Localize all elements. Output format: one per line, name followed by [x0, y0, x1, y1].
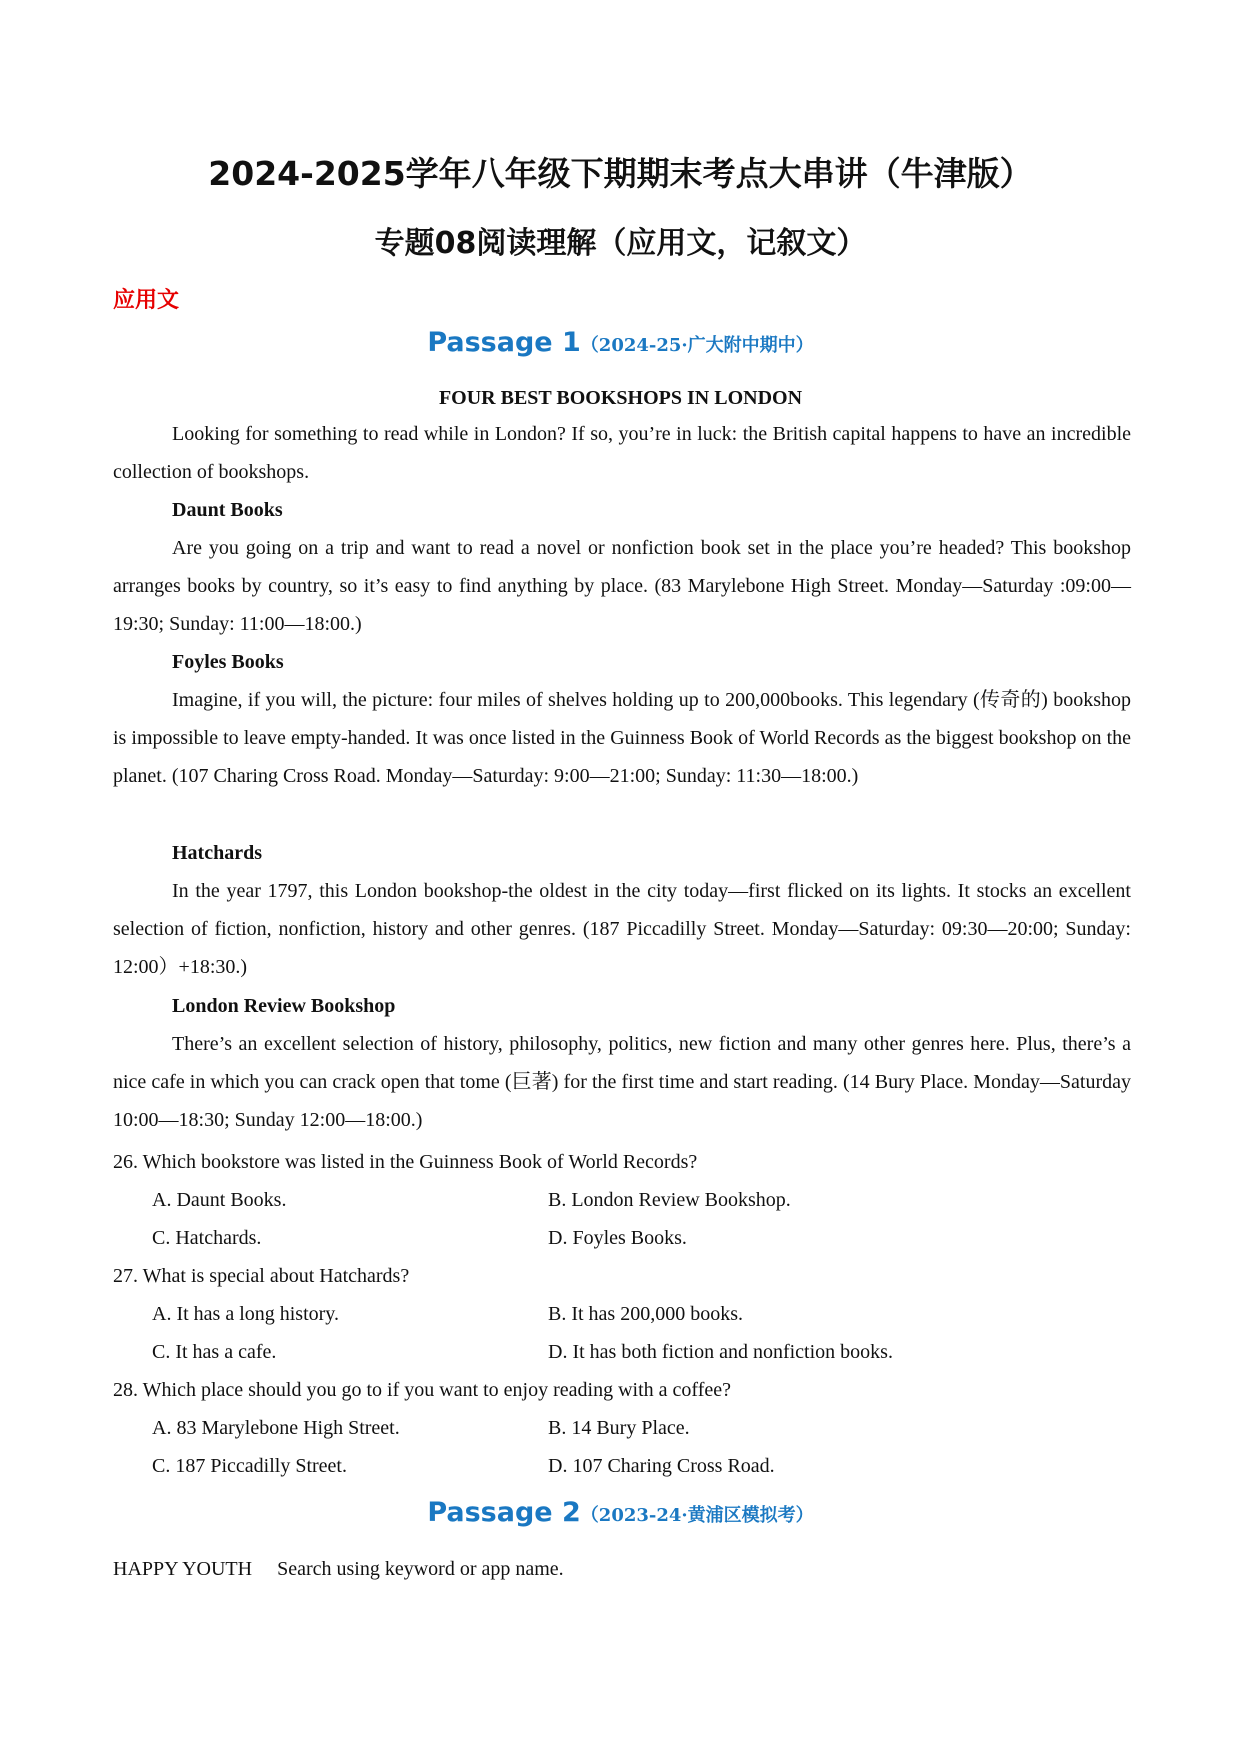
question-28-option-a: A. 83 Marylebone High Street. — [152, 1417, 400, 1439]
question-28: 28. Which place should you go to if you want to enjoy reading with a coffee? — [113, 1379, 731, 1401]
document-subtitle: 专题08阅读理解（应用文，记叙文） — [374, 226, 867, 261]
shop-name-daunt: Daunt Books — [172, 499, 283, 521]
question-28-option-b: B. 14 Bury Place. — [548, 1417, 690, 1439]
passage1-intro: Looking for something to read while in London? If so, you’re in luck: the British capital happens to have an incredible collection of bookshops. — [113, 423, 1131, 483]
passage1-name: Passage 1 — [427, 327, 581, 358]
passage1-heading: FOUR BEST BOOKSHOPS IN LONDON — [438, 387, 803, 409]
passage2-source: （2023-24·黄浦区模拟考） — [580, 1505, 814, 1526]
question-26-option-c: C. Hatchards. — [152, 1227, 262, 1249]
question-28-option-d: D. 107 Charing Cross Road. — [548, 1455, 775, 1477]
passage2-header — [0, 1497, 1241, 1528]
shop-text-daunt: Are you going on a trip and want to read a novel or nonfiction book set in the place you’re headed? This bookshop arranges books by country, so it’s easy to find anything by place. (83 Marylebone High Street. Monday—Saturday :09:00—19:30; Sunday: 11:00—18:00.) — [113, 537, 1131, 635]
question-27-option-a: A. It has a long history. — [152, 1303, 340, 1325]
passage2-name: Passage 2 — [427, 1497, 581, 1528]
shop-text-london-review: There’s an excellent selection of history, philosophy, politics, new fiction and many other genres here. Plus, there’s a nice cafe in which you can crack open that tome (巨著) for the first time and start reading. (14 Bury Place. Monday—Saturday 10:00—18:30; Sunday 12:00—18:00.) — [113, 1033, 1131, 1131]
shop-text-hatchards: In the year 1797, this London bookshop-the oldest in the city today—first flicked on its lights. It stocks an excellent selection of fiction, nonfiction, history and other genres. (187 Piccadilly Street. Monday—Saturday: 09:30—20:00; Sunday: 12:00）+18:30.) — [113, 880, 1131, 978]
app-name: HAPPY YOUTH — [113, 1558, 253, 1580]
passage1-header — [0, 327, 1241, 358]
question-27-option-b: B. It has 200,000 books. — [548, 1303, 743, 1325]
shop-text-foyles: Imagine, if you will, the picture: four miles of shelves holding up to 200,000books. This legendary (传奇的) bookshop is impossible to leave empty-handed. It was once listed in the Guinness Book of World Records as the biggest bookshop on the planet. (107 Charing Cross Road. Monday—Saturday: 9:00—21:00; Sunday: 11:30—18:00.) — [113, 689, 1131, 787]
question-27: 27. What is special about Hatchards? — [113, 1265, 410, 1287]
question-26-option-a: A. Daunt Books. — [152, 1189, 287, 1211]
shop-name-hatchards: Hatchards — [172, 842, 262, 864]
passage1-source: （2024-25·广大附中期中） — [580, 335, 814, 356]
section-label: 应用文 — [113, 288, 180, 313]
question-26: 26. Which bookstore was listed in the Guinness Book of World Records? — [113, 1151, 698, 1173]
question-27-option-c: C. It has a cafe. — [152, 1341, 277, 1363]
shop-name-london-review: London Review Bookshop — [172, 995, 396, 1017]
document-title: 2024-2025学年八年级下期期末考点大串讲（牛津版） — [208, 154, 1033, 193]
passage2-app-bar — [113, 1558, 564, 1581]
question-28-option-c: C. 187 Piccadilly Street. — [152, 1455, 347, 1477]
question-27-option-d: D. It has both fiction and nonfiction books. — [548, 1341, 893, 1363]
search-prompt: Search using keyword or app name. — [277, 1558, 564, 1580]
question-26-option-b: B. London Review Bookshop. — [548, 1189, 791, 1211]
question-26-option-d: D. Foyles Books. — [548, 1227, 687, 1249]
shop-name-foyles: Foyles Books — [172, 651, 284, 673]
